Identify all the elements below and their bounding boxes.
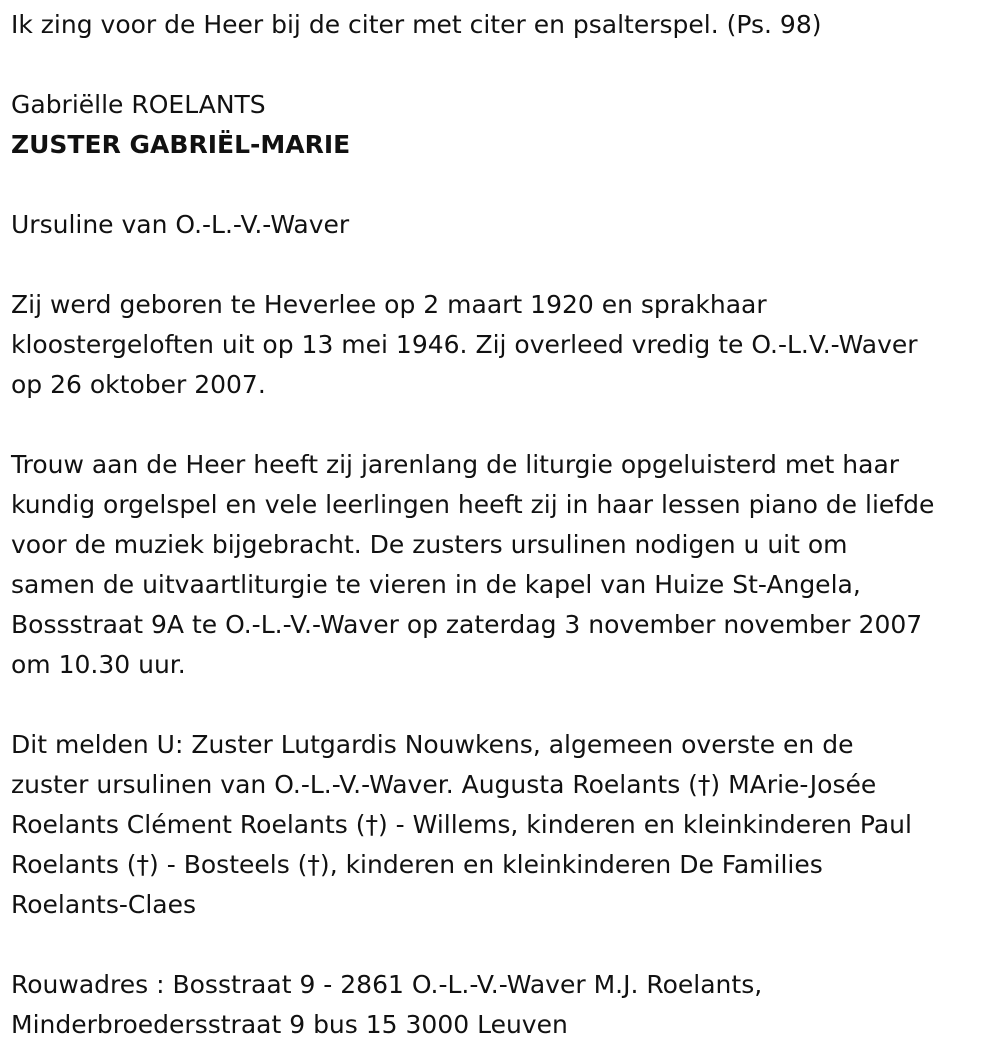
tribute-paragraph [11, 445, 1000, 685]
paragraph-line: voor de muziek bijgebracht. De zusters ursulinen nodigen u uit om [11, 530, 848, 559]
paragraph-line: Trouw aan de Heer heeft zij jarenlang de liturgie opgeluisterd met haar [11, 450, 900, 479]
spacer [11, 685, 1000, 725]
address-paragraph [11, 965, 1000, 1045]
deceased-name: Gabriëlle ROELANTS [11, 90, 266, 119]
spacer [11, 45, 1000, 85]
paragraph-line: Rouwadres : Bosstraat 9 - 2861 O.-L.-V.-Waver M.J. Roelants, [11, 970, 763, 999]
paragraph-line: Zij werd geboren te Heverlee op 2 maart 1920 en sprakhaar [11, 290, 767, 319]
family-paragraph [11, 725, 1000, 925]
paragraph-line: kundig orgelspel en vele leerlingen heeft zij in haar lessen piano de liefde [11, 490, 935, 519]
spacer [11, 925, 1000, 965]
paragraph-line: zuster ursulinen van O.-L.-V.-Waver. Augusta Roelants (†) MArie-Josée [11, 770, 877, 799]
birth-paragraph [11, 285, 1000, 405]
paragraph-line: Roelants-Claes [11, 890, 197, 919]
paragraph-line: Roelants Clément Roelants (†) - Willems, kinderen en kleinkinderen Paul [11, 810, 912, 839]
religious-order: Ursuline van O.-L.-V.-Waver [11, 210, 350, 239]
obituary-text [11, 0, 1000, 1045]
paragraph-line: om 10.30 uur. [11, 650, 186, 679]
spacer [11, 245, 1000, 285]
religious-name: ZUSTER GABRIËL-MARIE [11, 130, 351, 159]
paragraph-line: kloostergeloften uit op 13 mei 1946. Zij overleed vredig te O.-L.V.-Waver [11, 330, 918, 359]
spacer [11, 165, 1000, 205]
paragraph-line: Minderbroedersstraat 9 bus 15 3000 Leuven [11, 1010, 568, 1039]
motto: Ik zing voor de Heer bij de citer met citer en psalterspel. (Ps. 98) [11, 10, 822, 39]
paragraph-line: Dit melden U: Zuster Lutgardis Nouwkens, algemeen overste en de [11, 730, 854, 759]
paragraph-line: Bossstraat 9A te O.-L.-V.-Waver op zaterdag 3 november november 2007 [11, 610, 923, 639]
paragraph-line: op 26 oktober 2007. [11, 370, 266, 399]
paragraph-line: samen de uitvaartliturgie te vieren in de kapel van Huize St-Angela, [11, 570, 861, 599]
paragraph-line: Roelants (†) - Bosteels (†), kinderen en kleinkinderen De Families [11, 850, 823, 879]
spacer [11, 405, 1000, 445]
